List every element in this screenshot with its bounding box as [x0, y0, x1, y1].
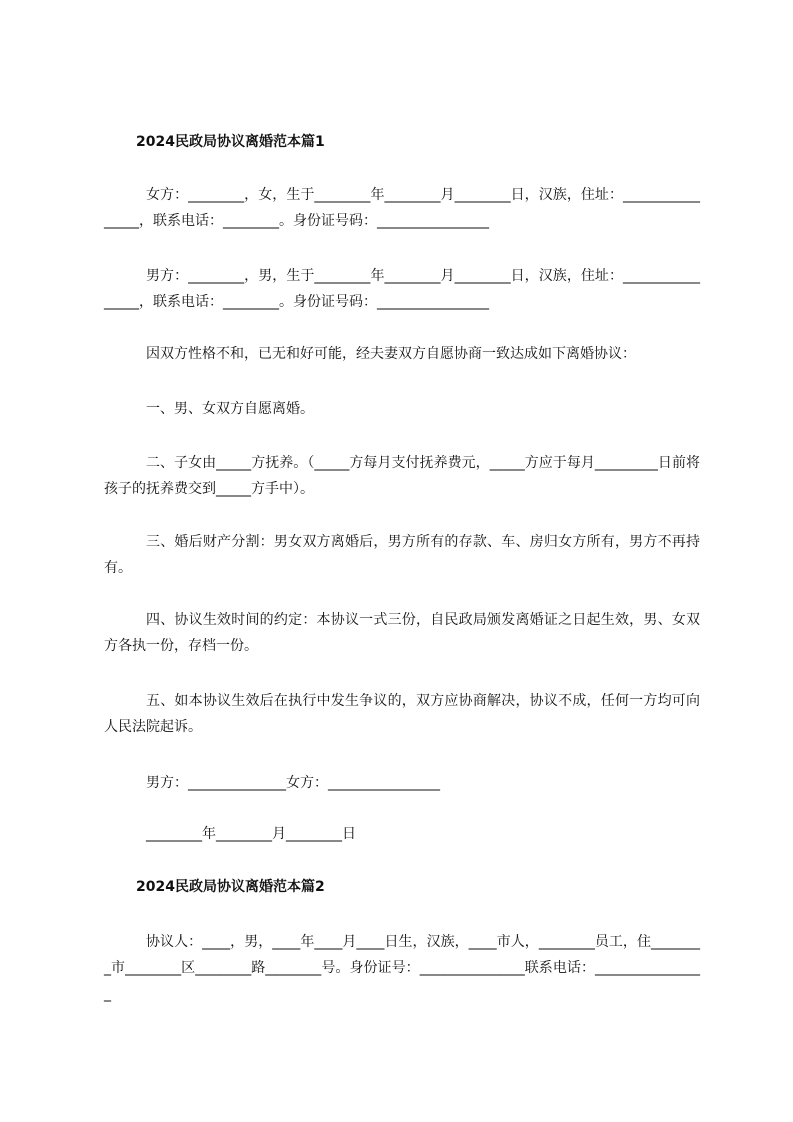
clause-3: 三、婚后财产分割：男女双方离婚后，男方所有的存款、车、房归女方所有，男方不再持有。	[104, 534, 700, 576]
section1-title: 2024民政局协议离婚范本篇1	[136, 134, 325, 150]
clause-2: 二、子女由_____方抚养。（_____方每月支付抚养费元，_____方应于每月_________日前将孩子的抚养费交到_____方手中）。	[104, 455, 700, 497]
male-party-info: 男方：________，男，生于________年________月________日，汉族，住址：________________，联系电话：________。身份证号码：________________	[104, 268, 700, 310]
female-party-info: 女方：________，女，生于________年________月________日，汉族，住址：________________，联系电话：________。身份证号码：________________	[104, 187, 700, 229]
signature-line: 男方：______________女方：________________	[146, 775, 440, 791]
agreement-intro: 因双方性格不和，已无和好可能，经夫妻双方自愿协商一致达成如下离婚协议：	[146, 346, 636, 362]
agreement-party-info: 协议人：____，男，____年____月____日生，汉族，____市人，________员工，住________市________区________路________号。身份证号：_______________联系电话：________________	[104, 934, 700, 1002]
clause-4: 四、协议生效时间的约定：本协议一式三份，自民政局颁发离婚证之日起生效，男、女双方各执一份，存档一份。	[104, 612, 700, 654]
clause-5: 五、如本协议生效后在执行中发生争议的，双方应协商解决，协议不成，任何一方均可向人民法院起诉。	[104, 693, 700, 735]
date-line: ________年________月________日	[146, 826, 356, 842]
clause-1: 一、男、女双方自愿离婚。	[146, 401, 314, 417]
section2-title: 2024民政局协议离婚范本篇2	[136, 879, 325, 895]
